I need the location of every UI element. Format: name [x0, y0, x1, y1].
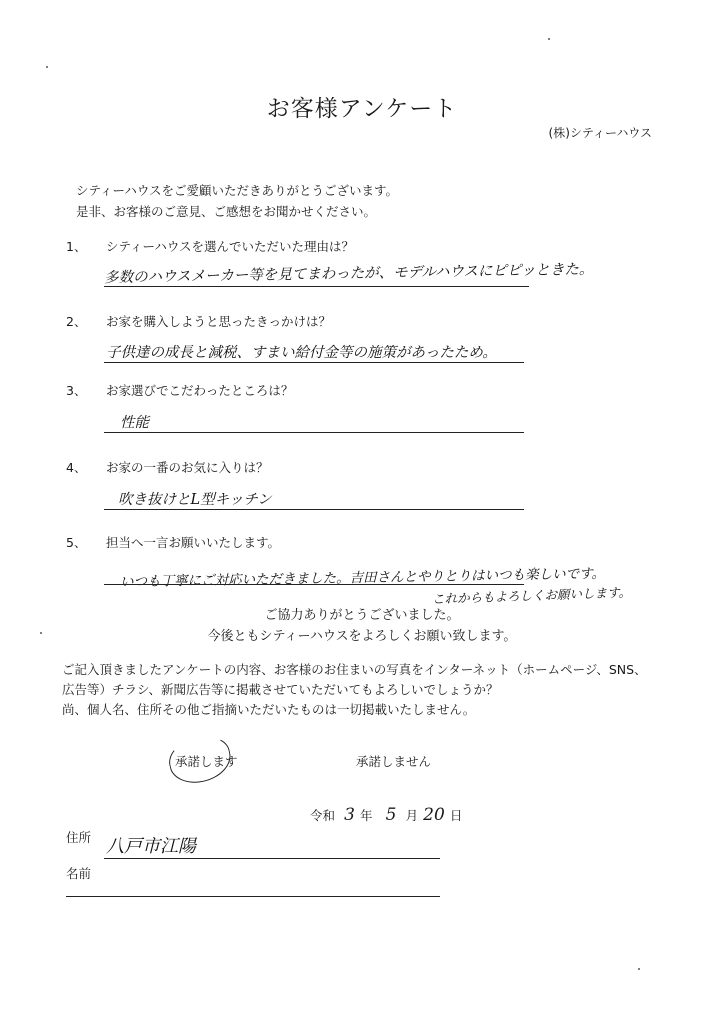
consent-line-1: ご記入頂きましたアンケートの内容、お客様のお住まいの写真をインターネット（ホームページ、SNS、	[62, 662, 647, 677]
question-3-answer-line	[104, 432, 524, 433]
date-row	[310, 805, 462, 825]
date-day: 20	[423, 805, 445, 825]
consent-line-2: 広告等）チラシ、新聞広告等に掲載させていただいてもよろしいでしょうか？	[62, 682, 499, 697]
disagree-option[interactable]: 承諾しません	[356, 754, 432, 769]
question-4-answer: 吹き抜けとL型キッチン	[118, 492, 272, 508]
question-2-answer-line	[104, 362, 524, 363]
survey-title: お客様アンケート	[266, 96, 458, 122]
question-3-number: 3、	[66, 383, 87, 398]
question-1-text: シティーハウスを選んでいただいた理由は？	[106, 239, 355, 254]
intro-line-2: 是非、お客様のご意見、ご感想をお聞かせください。	[76, 204, 377, 219]
scan-speck	[46, 66, 48, 68]
question-2-text: お家を購入しようと思ったきっかけは？	[106, 314, 332, 329]
address-line	[104, 858, 440, 859]
question-4-number: 4、	[66, 460, 87, 475]
consent-line-3: 尚、個人名、住所その他ご指摘いただいたものは一切掲載いたしません。	[62, 702, 476, 717]
question-3-answer: 性能	[120, 415, 149, 431]
question-2-number: 2、	[66, 314, 87, 329]
name-label: 名前	[66, 866, 92, 881]
question-5-answer: いつも丁寧にご対応いただきました。吉田さんとやりとりはいつも楽しいです。	[119, 565, 606, 591]
company-name: (株)シティーハウス	[548, 126, 652, 140]
question-3-text: お家選びでこだわったところは？	[106, 383, 294, 398]
question-5-answer-continued: これからもよろしくお願いします。	[431, 584, 632, 607]
address-value: 八戸市江陽	[106, 836, 196, 857]
date-month: 5	[385, 805, 397, 825]
question-5-number: 5、	[66, 535, 87, 550]
question-1-number: 1、	[66, 239, 87, 254]
question-5-answer-line	[104, 584, 524, 585]
question-4-answer-line	[104, 509, 524, 510]
name-line	[66, 896, 440, 897]
question-4-text: お家の一番のお気に入りは？	[106, 460, 269, 475]
question-1-answer-line	[104, 286, 529, 287]
date-year: 3	[344, 805, 355, 825]
question-2-answer: 子供達の成長と減税、すまい給付金等の施策があったため。	[106, 345, 497, 361]
date-month-unit: 月	[405, 808, 419, 823]
intro-line-1: シティーハウスをご愛顧いただきありがとうございます。	[76, 183, 399, 198]
thanks-line-2: 今後ともシティーハウスをよろしくお願い致します。	[207, 629, 517, 644]
date-day-unit: 日	[449, 808, 463, 823]
question-5-text: 担当へ一言お願いいたします。	[106, 535, 281, 550]
scan-speck	[548, 38, 550, 40]
question-1-answer: 多数のハウスメーカー等を見てまわったが、モデルハウスにピピッときた。	[103, 261, 594, 287]
date-year-unit: 年	[360, 808, 373, 823]
thanks-line-1: ご協力ありがとうございました。	[264, 608, 460, 623]
date-era: 令和	[310, 808, 336, 823]
address-label: 住所	[66, 830, 92, 845]
scan-speck	[638, 968, 640, 970]
scan-speck	[40, 632, 42, 634]
agree-option[interactable]: 承諾します	[175, 754, 238, 769]
